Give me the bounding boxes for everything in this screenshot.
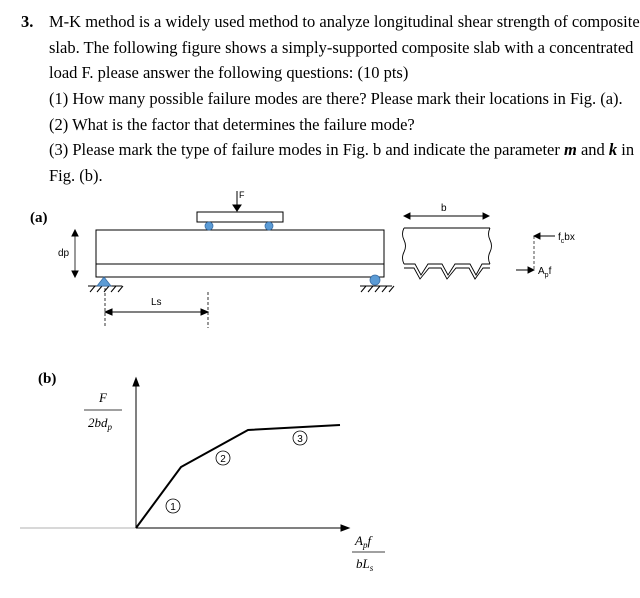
x-label-denominator: $bL_s$ xyxy=(356,556,374,573)
question-line-2: slab. The following figure shows a simply-supported composite slab with a concentrated xyxy=(49,38,634,57)
mode-2-label: 2 xyxy=(220,454,226,465)
param-m: m xyxy=(564,140,577,159)
ls-label: Ls xyxy=(151,297,162,308)
load-slip-curve xyxy=(136,425,340,528)
mode-3-label: 3 xyxy=(297,434,303,445)
fc-label: $f_cbx$ xyxy=(558,232,575,245)
question-line-4: (1) How many possible failure modes are there? Please mark their locations in Fig. (a). xyxy=(49,89,623,108)
question-line-3: load F. please answer the following questions: (10 pts) xyxy=(49,63,409,82)
mode-1-label: 1 xyxy=(170,502,176,513)
b-label: b xyxy=(441,203,447,214)
fig-a-label: (a) xyxy=(30,210,48,226)
ap-label: $A_pf$ xyxy=(538,266,552,279)
load-label: F xyxy=(239,190,245,200)
question-line-1: M-K method is a widely used method to analyze longitudinal shear strength of composite xyxy=(49,12,640,31)
question-line-5: (2) What is the factor that determines the failure mode? xyxy=(49,115,415,134)
param-k: k xyxy=(608,140,618,159)
question-line-6: (3) Please mark the type of failure modes in Fig. b and indicate the parameter m and k in xyxy=(49,140,635,159)
x-label-numerator: $A_pf$ xyxy=(355,533,372,550)
y-label-numerator: F xyxy=(99,390,107,405)
question-number: 3. xyxy=(21,12,34,31)
fig-b-label: (b) xyxy=(38,371,57,387)
question-line-7: Fig. (b). xyxy=(49,166,103,185)
y-label-denominator: $2bd_p$ xyxy=(88,415,112,432)
dp-label: dp xyxy=(58,248,70,259)
